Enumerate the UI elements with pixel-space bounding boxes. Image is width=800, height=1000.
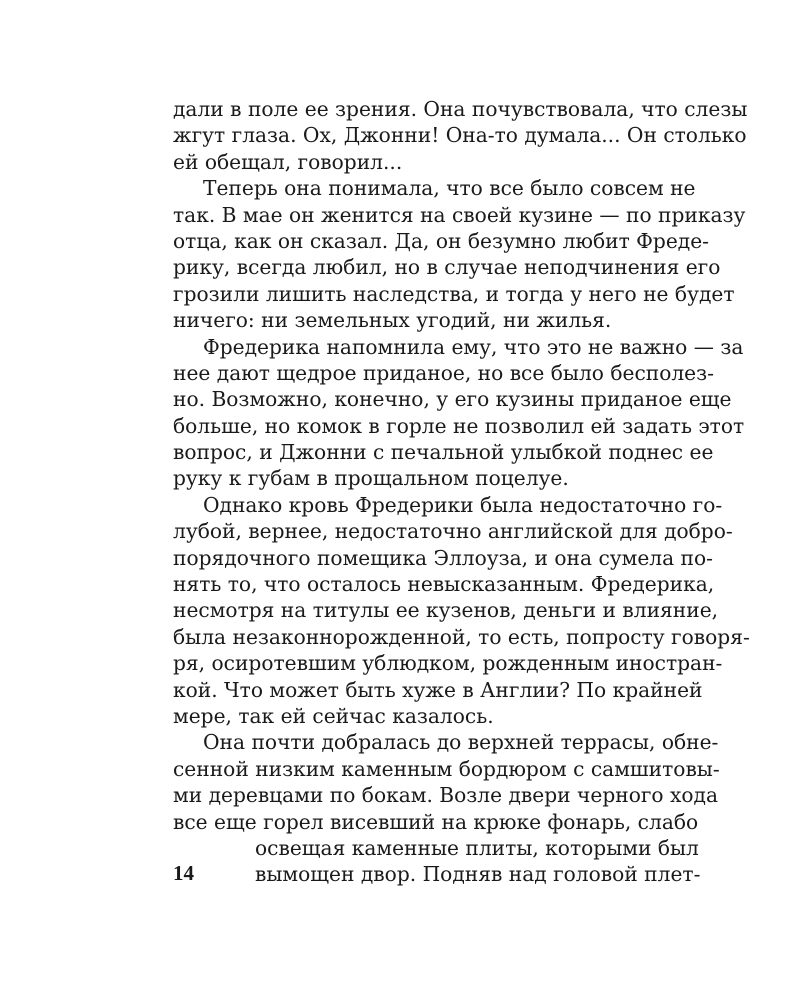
text-line: Теперь она понимала, что все было совсем не (203, 176, 696, 201)
text-line: ничего: ни земельных угодий, ни жилья. (173, 308, 612, 333)
text-line: руку к губам в прощальном поцелуе. (173, 466, 569, 491)
text-line: ми деревцами по бокам. Возле двери черного хода (173, 783, 719, 808)
text-line: дали в поле ее зрения. Она почувствовала, что слезы (173, 97, 748, 121)
text-line: нять то, что осталось невысказанным. Фредерика, (173, 572, 715, 597)
text-line: вопрос, и Джонни с печальной улыбкой поднес ее (173, 440, 714, 465)
text-line: отца, как он сказал. Да, он безумно любит Фреде- (173, 228, 709, 253)
text-line: сенной низким каменным бордюром с самшитовы- (173, 756, 720, 781)
body-text (173, 96, 750, 888)
text-line: была незаконнорожденной, то есть, попросту говоря- (173, 624, 750, 649)
page-number: 14 (173, 861, 194, 885)
text-line: вымощен двор. Подняв над головой плет- (255, 862, 701, 887)
text-line: Она почти добралась до верхней террасы, обне- (203, 730, 719, 755)
text-line: нее дают щедрое приданое, но все было бесполез- (173, 360, 714, 385)
text-line: ря, осиротевшим ублюдком, рожденным иностран- (173, 651, 723, 676)
text-line: все еще горел висевший на крюке фонарь, слабо (173, 809, 699, 834)
text-line: освещая каменные плиты, которыми был (255, 835, 699, 860)
text-line: порядочного помещика Эллоуза, и она сумела по- (173, 545, 713, 570)
text-line: лубой, вернее, недостаточно английской для добро- (173, 519, 733, 544)
text-line: Фредерика напомнила ему, что это не важно — за (203, 334, 744, 359)
text-line: рику, всегда любил, но в случае неподчинения его (173, 255, 721, 280)
text-line: больше, но комок в горле не позволил ей задать этот (173, 413, 745, 438)
text-line: Однако кровь Фредерики была недостаточно го- (203, 492, 723, 517)
text-line: грозили лишить наследства, и тогда у него не будет (173, 281, 735, 306)
text-line: но. Возможно, конечно, у его кузины приданое еще (173, 387, 732, 412)
text-line: жгут глаза. Ох, Джонни! Она-то думала... Он столько (173, 123, 747, 148)
text-line: так. В мае он женится на своей кузине — по приказу (173, 202, 746, 227)
text-line: несмотря на титулы ее кузенов, деньги и влияние, (173, 598, 719, 623)
text-line: мере, так ей сейчас казалось. (173, 703, 494, 728)
text-line: кой. Что может быть хуже в Англии? По крайней (173, 677, 703, 702)
text-line: ей обещал, говорил... (173, 149, 403, 174)
